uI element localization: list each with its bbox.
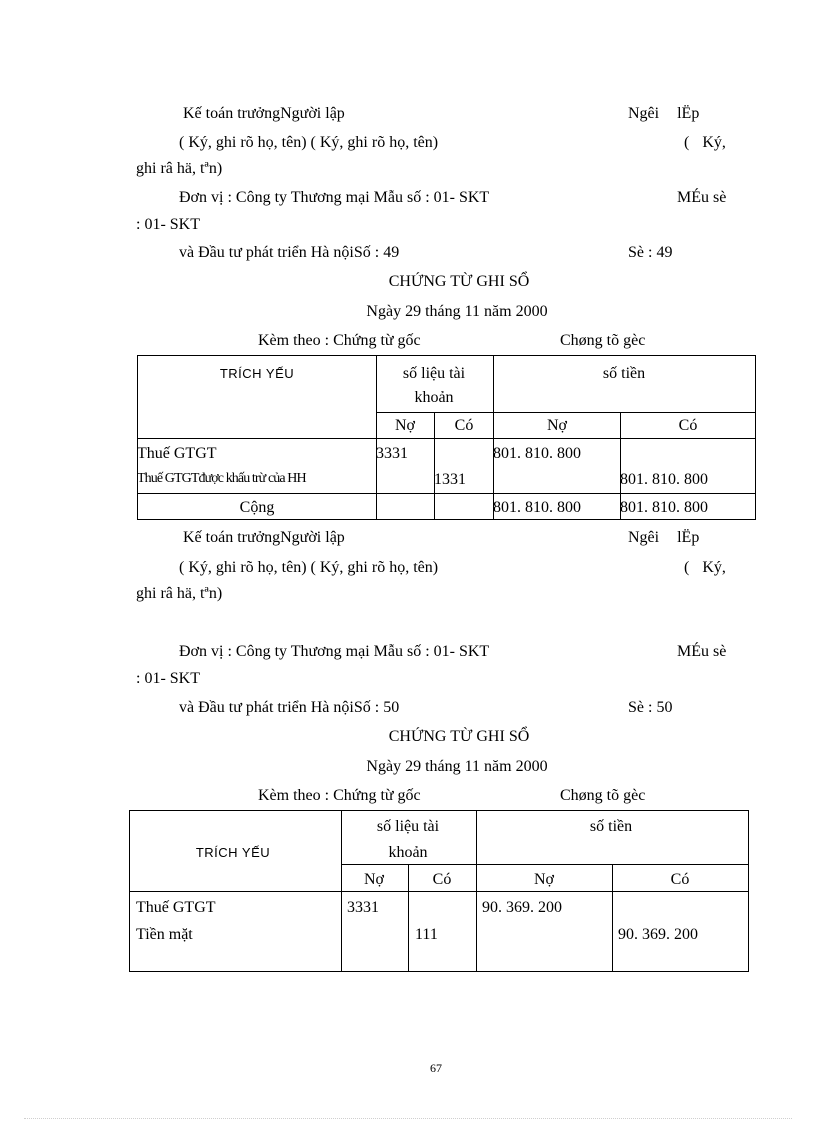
unit-line-2-right: Sè : 49 — [628, 244, 673, 261]
unit-line: Đơn vị : Công ty Thương mại Mẫu số : 01- SKT — [179, 189, 490, 206]
row-description: Thuế GTGT — [136, 899, 216, 916]
unit-line-2: và Đầu tư phát triển Hà nộiSố : 50 — [179, 699, 400, 716]
attachment-line-right: Chøng tõ gèc — [560, 332, 646, 349]
total-amount-debit: 801. 810. 800 — [493, 499, 581, 516]
column-header-account-line2: khoản — [388, 844, 428, 861]
column-header-account-debit: Nợ — [363, 871, 385, 888]
row-account-debit: 3331 — [347, 899, 379, 916]
signature-titles-right: Ngêi lËp — [628, 529, 700, 546]
row-description: Thuế GTGT — [137, 445, 217, 462]
column-header-account: số liệu tài — [402, 365, 466, 382]
unit-line-2-right: Sè : 50 — [628, 699, 673, 716]
column-header-account-credit: Có — [432, 871, 452, 888]
unit-line-continued: : 01- SKT — [136, 670, 200, 687]
signature-hint-continued: ghi râ hä, tªn) — [136, 160, 223, 177]
document-title: CHỨNG TỪ GHI SỔ — [388, 273, 530, 290]
signature-titles: Kế toán trưởngNgười lập — [183, 529, 345, 546]
row-account-debit: 3331 — [376, 445, 408, 462]
signature-hint-right: ( Ký, — [684, 559, 726, 576]
signature-titles: Kế toán trưởngNgười lập — [183, 105, 345, 122]
row-account-credit: 111 — [415, 926, 438, 943]
unit-line-continued: : 01- SKT — [136, 216, 200, 233]
column-header-summary: TRÍCH YẾU — [219, 366, 295, 381]
unit-line: Đơn vị : Công ty Thương mại Mẫu số : 01- SKT — [179, 643, 490, 660]
signature-hint-right: ( Ký, — [684, 134, 726, 151]
signature-hint: ( Ký, ghi rõ họ, tên) ( Ký, ghi rõ họ, tên) — [179, 559, 439, 576]
column-header-account: số liệu tài — [376, 818, 440, 835]
document-title: CHỨNG TỪ GHI SỔ — [388, 728, 530, 745]
column-header-amount: số tiền — [589, 818, 633, 835]
row-amount-credit: 801. 810. 800 — [620, 471, 708, 488]
row-description: Tiền mặt — [136, 926, 193, 943]
total-amount-credit: 801. 810. 800 — [620, 499, 708, 516]
column-header-account-credit: Có — [454, 417, 474, 434]
row-amount-debit: 90. 369. 200 — [482, 899, 562, 916]
row-amount-debit: 801. 810. 800 — [493, 445, 581, 462]
signature-titles-right: Ngêi lËp — [628, 105, 700, 122]
signature-hint: ( Ký, ghi rõ họ, tên) ( Ký, ghi rõ họ, tên) — [179, 134, 439, 151]
row-account-credit: 1331 — [434, 471, 466, 488]
column-header-amount-debit: Nợ — [533, 871, 555, 888]
attachment-line: Kèm theo : Chứng từ gốc — [258, 332, 421, 349]
page-number: 67 — [430, 1061, 442, 1075]
total-label: Cộng — [239, 499, 275, 516]
column-header-amount-credit: Có — [678, 417, 698, 434]
column-header-amount-credit: Có — [670, 871, 690, 888]
attachment-line: Kèm theo : Chứng từ gốc — [258, 787, 421, 804]
column-header-amount-debit: Nợ — [546, 417, 568, 434]
document-date: Ngày 29 tháng 11 năm 2000 — [366, 758, 548, 775]
row-amount-credit: 90. 369. 200 — [618, 926, 698, 943]
page-bottom-border — [24, 1118, 792, 1119]
column-header-amount: số tiền — [602, 365, 646, 382]
signature-hint-continued: ghi râ hä, tªn) — [136, 585, 223, 602]
unit-line-right: MÉu sè — [677, 189, 727, 206]
document-date: Ngày 29 tháng 11 năm 2000 — [366, 303, 548, 320]
column-header-account-debit: Nợ — [394, 417, 416, 434]
attachment-line-right: Chøng tõ gèc — [560, 787, 646, 804]
unit-line-2: và Đầu tư phát triển Hà nộiSố : 49 — [179, 244, 400, 261]
row-description: Thuế GTGTđược khấu trừ của HH — [137, 471, 306, 486]
unit-line-right: MÉu sè — [677, 643, 727, 660]
column-header-account-line2: khoản — [414, 389, 454, 406]
column-header-summary: TRÍCH YẾU — [195, 845, 271, 860]
